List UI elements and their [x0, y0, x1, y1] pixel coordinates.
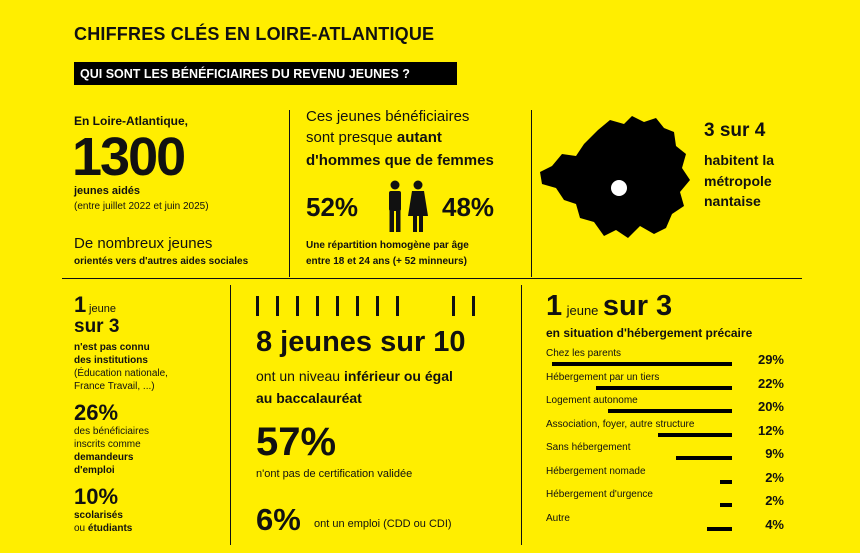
tally-mark: [396, 296, 399, 316]
metropole-line-2: habitent la: [704, 152, 775, 168]
niveau-line-1b: inférieur ou égal: [343, 368, 453, 384]
hebergement-number: 1: [546, 290, 563, 322]
niveau-line-1a: ont un niveau: [256, 368, 344, 384]
aides-intro: En Loire-Atlantique,: [74, 114, 188, 128]
tally-mark: [256, 296, 259, 316]
stat-jobseeker-text-3: demandeurs: [74, 452, 134, 463]
bar-label: Logement autonome: [546, 395, 638, 406]
bar-value-label: 29%: [757, 352, 784, 367]
stat-student-text-2a: ou: [74, 523, 88, 534]
bar: [720, 503, 732, 507]
hebergement-headline: [546, 290, 672, 323]
hebergement-subtitle: en situation d'hébergement précaire: [546, 326, 753, 340]
stat-unknown-number: 1: [74, 292, 87, 317]
bar: [658, 433, 732, 437]
genre-line-2a: sont presque: [306, 129, 397, 146]
aides-period: (entre juillet 2022 et juin 2025): [74, 201, 209, 212]
bar-value-label: 2%: [765, 469, 784, 485]
bar-value-label: 9%: [765, 446, 784, 461]
tally-mark: [356, 296, 359, 316]
certification-text: n'ont pas de certification validée: [256, 468, 413, 480]
hebergement-bar-chart: [540, 348, 796, 544]
tally-mark: [472, 296, 475, 316]
tally-mark: [376, 296, 379, 316]
stat-student-text-2b: étudiants: [87, 523, 133, 534]
bar-label: Sans hébergement: [546, 442, 631, 453]
hebergement-ratio: sur 3: [602, 290, 673, 322]
stat-unknown-text-3: (Éducation nationale,: [74, 368, 168, 379]
bar-label: Hébergement par un tiers: [546, 371, 660, 383]
tally-mark: [452, 296, 455, 316]
page-subtitle: QUI SONT LES BÉNÉFICIAIRES DU REVENU JEUNES ?: [74, 62, 457, 85]
stat-student-number: 10%: [74, 484, 119, 509]
bar-value-label: 20%: [757, 399, 784, 414]
genre-line-2b: autant: [396, 129, 442, 146]
page-title: CHIFFRES CLÉS EN LOIRE-ATLANTIQUE: [74, 24, 435, 44]
men-percent: 52%: [306, 192, 359, 222]
bar-label: Hébergement d'urgence: [546, 489, 653, 500]
divider: [521, 285, 522, 545]
bar: [676, 456, 732, 460]
divider: [289, 110, 290, 277]
man-woman-icon: [384, 180, 430, 234]
stat-unknown-headline: [74, 292, 116, 318]
bar: [720, 480, 732, 484]
stat-unknown-unit: jeune: [89, 303, 116, 315]
age-line-1: Une répartition homogène par âge: [306, 240, 469, 251]
tally-mark: [296, 296, 299, 316]
bar-label: Autre: [546, 512, 570, 524]
stat-jobseeker-text-1: des bénéficiaires: [74, 426, 150, 437]
stat-unknown-text-4: France Travail, ...): [74, 381, 155, 392]
stat-student-text-2: [74, 523, 132, 534]
divider: [230, 285, 231, 545]
bar-label: Association, foyer, autre structure: [546, 418, 695, 430]
metropole-line-3: métropole: [704, 173, 772, 189]
metropole-line-4: nantaise: [704, 193, 761, 209]
niveau-line-2: au baccalauréat: [256, 390, 362, 406]
divider: [62, 278, 802, 279]
divider: [531, 110, 532, 277]
bar-value-label: 2%: [765, 493, 784, 508]
emploi-percent: 6%: [256, 502, 301, 537]
bar-value-label: 4%: [765, 516, 784, 532]
hebergement-unit: jeune: [566, 303, 599, 318]
stat-unknown-text-1: n'est pas connu: [74, 342, 150, 353]
niveau-line-1: [256, 368, 453, 384]
bar-value-label: 12%: [757, 422, 784, 438]
tally-mark: [316, 296, 319, 316]
age-line-2: entre 18 et 24 ans (+ 52 minneurs): [306, 256, 467, 267]
tally-mark: [276, 296, 279, 316]
women-percent: 48%: [442, 192, 495, 222]
tally-marks: [256, 296, 486, 318]
certification-percent: 57%: [256, 420, 337, 464]
genre-line-2: [306, 129, 442, 146]
bar-label: Hébergement nomade: [546, 465, 646, 477]
aides-number: 1300: [72, 127, 185, 187]
emploi-text: ont un emploi (CDD ou CDI): [314, 518, 452, 530]
niveau-headline: 8 jeunes sur 10: [256, 326, 466, 358]
genre-line-1: Ces jeunes bénéficiaires: [306, 108, 470, 125]
bar-label: Chez les parents: [546, 348, 622, 359]
bar: [596, 386, 732, 390]
loire-atlantique-map: [536, 110, 692, 242]
stat-jobseeker-text-2: inscrits comme: [74, 439, 141, 450]
bar: [608, 409, 732, 413]
bar: [707, 527, 732, 531]
tally-mark: [336, 296, 339, 316]
stat-unknown-ratio: sur 3: [74, 316, 120, 337]
aides-note-2: orientés vers d'autres aides sociales: [74, 256, 249, 267]
stat-unknown-text-2: des institutions: [74, 355, 148, 366]
bar: [552, 362, 732, 366]
aides-note-1: De nombreux jeunes: [74, 235, 213, 252]
genre-line-3: d'hommes que de femmes: [306, 152, 494, 169]
stat-jobseeker-number: 26%: [74, 400, 119, 425]
stat-jobseeker-text-4: d'emploi: [74, 465, 115, 476]
bar-value-label: 22%: [757, 375, 784, 391]
aides-label: jeunes aidés: [74, 185, 141, 197]
stat-student-text-1: scolarisés: [74, 510, 123, 521]
metropole-ratio: 3 sur 4: [704, 120, 766, 141]
